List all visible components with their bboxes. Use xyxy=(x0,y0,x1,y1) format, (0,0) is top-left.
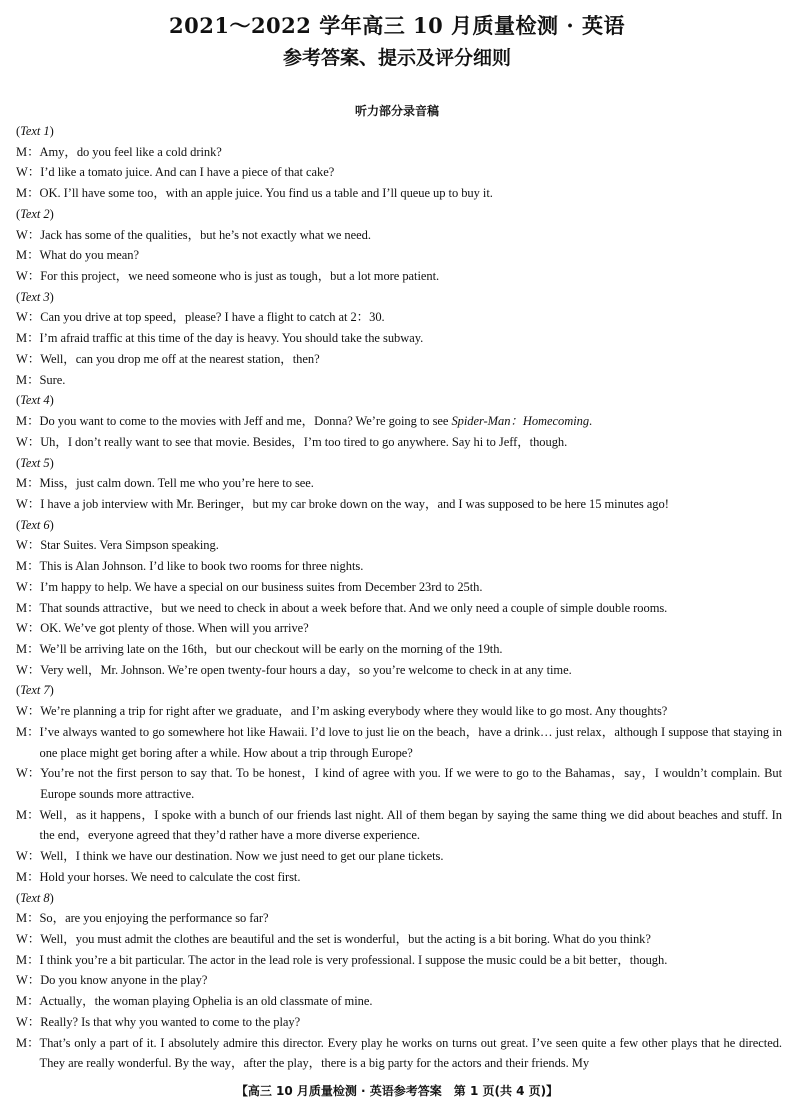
speaker-label: W： xyxy=(16,269,41,284)
speaker-label: M： xyxy=(16,559,40,574)
speaker-label: W： xyxy=(16,621,41,636)
speaker-label: W： xyxy=(16,434,41,449)
dialogue-text xyxy=(40,701,782,722)
dialogue-text xyxy=(40,805,782,846)
dialogue-line xyxy=(16,577,782,598)
speaker-label: M： xyxy=(16,641,40,656)
speaker-label: W： xyxy=(16,310,41,325)
dialogue-text-end: . xyxy=(589,414,593,429)
dialogue-text-content: I think you’re a bit particular. The actor in the lead role is very professional. I suppose the music could be a bit better，though. xyxy=(39,952,668,967)
dialogue-text-content: I’m afraid traffic at this time of the day is heavy. You should take the subway. xyxy=(39,331,424,346)
text-label: Text 1 xyxy=(20,124,50,138)
dialogue-text xyxy=(40,473,782,494)
paren: ( xyxy=(16,890,21,905)
paren: ) xyxy=(49,393,54,408)
dialogue-line xyxy=(16,618,782,639)
dialogue-text xyxy=(40,867,782,888)
dialogue-text xyxy=(40,577,782,598)
dialogue-text-content: We’re planning a trip for right after we graduate，and I’m asking everybody where they would like to go most. Any thoughts? xyxy=(40,704,668,719)
dialogue-text-content: OK. I’ll have some too，with an apple juice. You find us a table and I’ll queue up to buy it. xyxy=(39,186,493,201)
dialogue-text xyxy=(40,722,782,763)
dialogue-text xyxy=(40,950,782,971)
dialogue-line xyxy=(16,183,782,204)
paren: ) xyxy=(49,890,54,905)
speaker-label: M： xyxy=(16,869,40,884)
dialogue-text xyxy=(40,929,782,950)
dialogue-line xyxy=(16,970,782,991)
speaker-label: W： xyxy=(16,662,41,677)
paren: ( xyxy=(16,393,21,408)
dialogue-text xyxy=(40,991,782,1012)
speaker-label: M： xyxy=(16,144,40,159)
dialogue-line xyxy=(16,639,782,660)
speaker-label: M： xyxy=(16,186,40,201)
text-section-label xyxy=(16,515,782,536)
dialogue-text-content: Really? Is that why you wanted to come to the play? xyxy=(40,1014,301,1029)
dialogue-text-content: Well，as it happens，I spoke with a bunch of our friends last night. All of them began by saying the same thing we did about beaches and stuff. In the end，everyone agreed that they’d rather have a more diverse experience. xyxy=(39,807,782,843)
text-label: Text 2 xyxy=(20,206,50,221)
dialogue-text-content: Star Suites. Vera Simpson speaking. xyxy=(40,538,219,553)
dialogue-text xyxy=(40,162,782,183)
dialogue-text xyxy=(40,763,782,804)
dialogue-text-content: That’s only a part of it. I absolutely admire this director. Every play he works on turns out great. I’ve seen quite a few other plays that he directed. They are really wonderful. By the way，after the play，there is a big party for the actors and their friends. My xyxy=(39,1035,782,1071)
dialogue-text xyxy=(40,349,782,370)
dialogue-line xyxy=(16,846,782,867)
dialogue-text-content: Amy，do you feel like a cold drink? xyxy=(39,144,222,159)
dialogue-text-content: I’m happy to help. We have a special on our business suites from December 23rd to 25th. xyxy=(40,579,483,594)
dialogue-text-content: Sure. xyxy=(39,372,66,387)
dialogue-text-content: I’ve always wanted to go somewhere hot like Hawaii. I’d love to just lie on the beach，have a drink… just relax，although I suppose that staying in one place might get boring after a while. How about a trip through Europe? xyxy=(39,724,782,760)
dialogue-line xyxy=(16,411,782,432)
section-heading: 听力部分录音稿 xyxy=(354,104,439,118)
dialogue-text xyxy=(40,556,782,577)
dialogue-text-content: Uh，I don’t really want to see that movie. Besides，I’m too tired to go anywhere. Say hi to Jeff，though. xyxy=(40,434,568,449)
dialogue-line xyxy=(16,598,782,619)
paren: ( xyxy=(16,683,21,698)
paren: ( xyxy=(16,289,21,304)
speaker-label: M： xyxy=(16,724,40,739)
speaker-label: M： xyxy=(16,1035,40,1050)
dialogue-line xyxy=(16,535,782,556)
text-label: Text 3 xyxy=(20,289,50,304)
text-label: Text 6 xyxy=(20,517,50,532)
dialogue-text-content: Actually，the woman playing Ophelia is an old classmate of mine. xyxy=(39,994,373,1009)
text-label: Text 5 xyxy=(20,455,50,470)
paren: ( xyxy=(16,517,21,532)
speaker-label: W： xyxy=(16,579,41,594)
text-label: Text 8 xyxy=(20,890,50,905)
text-label: Text 4 xyxy=(20,393,50,408)
speaker-label: W： xyxy=(16,1014,41,1029)
dialogue-text xyxy=(40,266,782,287)
speaker-label: M： xyxy=(16,414,40,429)
dialogue-text xyxy=(40,660,782,681)
dialogue-line xyxy=(16,162,782,183)
speaker-label: M： xyxy=(16,476,40,491)
speaker-label: W： xyxy=(16,165,41,180)
dialogue-text xyxy=(40,225,782,246)
dialogue-line xyxy=(16,722,782,763)
document-title: 2021～2022 学年高三 10 月质量检测 · 英语 xyxy=(169,13,625,38)
dialogue-text-content: Hold your horses. We need to calculate the cost first. xyxy=(39,869,301,884)
text-section-label xyxy=(16,888,782,909)
dialogue-line xyxy=(16,950,782,971)
dialogue-text-content: What do you mean? xyxy=(39,248,139,263)
dialogue-text xyxy=(40,908,782,929)
paren: ) xyxy=(49,455,54,470)
speaker-label: W： xyxy=(16,932,41,947)
paren: ( xyxy=(16,206,21,221)
text-section-label xyxy=(16,287,782,308)
dialogue-line xyxy=(16,701,782,722)
text-section-label xyxy=(16,680,782,701)
paren: ) xyxy=(49,683,54,698)
dialogue-text xyxy=(40,432,782,453)
speaker-label: M： xyxy=(16,248,40,263)
paren: ) xyxy=(49,124,54,138)
dialogue-line xyxy=(16,328,782,349)
dialogue-line xyxy=(16,245,782,266)
dialogue-line xyxy=(16,556,782,577)
paren: ) xyxy=(49,206,54,221)
dialogue-text xyxy=(40,639,782,660)
dialogue-text-content: Do you want to come to the movies with Jeff and me，Donna? We’re going to see xyxy=(39,414,452,429)
speaker-label: M： xyxy=(16,994,40,1009)
dialogue-text xyxy=(40,598,782,619)
dialogue-text xyxy=(40,970,782,991)
dialogue-text-content: Miss，just calm down. Tell me who you’re here to see. xyxy=(39,476,314,491)
dialogue-text xyxy=(40,370,782,391)
dialogue-text-content: Jack has some of the qualities，but he’s not exactly what we need. xyxy=(40,227,371,242)
dialogue-line xyxy=(16,349,782,370)
dialogue-text-content: Well，can you drop me off at the nearest station，then? xyxy=(40,351,320,366)
page-footer: 【高三 10 月质量检测 · 英语参考答案 第 1 页(共 4 页)】 xyxy=(235,1084,559,1098)
paren: ) xyxy=(49,517,54,532)
text-section-label xyxy=(16,453,782,474)
dialogue-line xyxy=(16,991,782,1012)
dialogue-line xyxy=(16,1033,782,1074)
dialogue-line xyxy=(16,370,782,391)
dialogue-line xyxy=(16,473,782,494)
dialogue-text-content: I have a job interview with Mr. Beringer，but my car broke down on the way，and I was supposed to be here 15 minutes ago! xyxy=(40,496,669,511)
dialogue-line xyxy=(16,867,782,888)
dialogue-text-content: You’re not the first person to say that. To be honest，I kind of agree with you. If we were to go to the Bahamas，say，I wouldn’t complain. But Europe sounds more attractive. xyxy=(40,766,782,801)
text-label: Text 7 xyxy=(20,683,50,698)
dialogue-text-content: I’d like a tomato juice. And can I have a piece of that cake? xyxy=(40,165,335,180)
dialogue-text-content: Do you know anyone in the play? xyxy=(40,973,208,988)
text-section-label xyxy=(16,390,782,411)
speaker-label: M： xyxy=(16,331,40,346)
dialogue-line xyxy=(16,142,782,163)
dialogue-line xyxy=(16,660,782,681)
paren: ( xyxy=(16,455,21,470)
dialogue-line xyxy=(16,266,782,287)
dialogue-text xyxy=(40,245,782,266)
dialogue-line xyxy=(16,307,782,328)
dialogue-line xyxy=(16,763,782,804)
speaker-label: W： xyxy=(16,496,41,511)
paren: ) xyxy=(49,289,54,304)
speaker-label: M： xyxy=(16,807,40,822)
dialogue-text xyxy=(40,307,782,328)
dialogue-text-content: This is Alan Johnson. I’d like to book two rooms for three nights. xyxy=(39,559,364,574)
text-section-label xyxy=(16,204,782,225)
speaker-label: W： xyxy=(16,766,41,781)
transcript xyxy=(16,121,782,1074)
dialogue-line xyxy=(16,908,782,929)
paren: ( xyxy=(16,124,21,138)
dialogue-line xyxy=(16,929,782,950)
text-section-label xyxy=(16,121,782,142)
dialogue-text-content: That sounds attractive，but we need to check in about a week before that. And we only need a couple of simple double rooms. xyxy=(39,600,668,615)
dialogue-text-content: For this project，we need someone who is just as tough，but a lot more patient. xyxy=(40,269,440,284)
document-subtitle: 参考答案、提示及评分细则 xyxy=(282,47,511,69)
dialogue-text xyxy=(40,618,782,639)
dialogue-text xyxy=(40,846,782,867)
dialogue-text xyxy=(40,183,782,204)
dialogue-line xyxy=(16,1012,782,1033)
dialogue-line xyxy=(16,494,782,515)
dialogue-text-content: Well，you must admit the clothes are beautiful and the set is wonderful，but the acting is a bit boring. What do you think? xyxy=(40,932,651,947)
dialogue-text xyxy=(40,494,782,515)
dialogue-text-content: Well，I think we have our destination. Now we just need to get our plane tickets. xyxy=(40,849,444,864)
dialogue-text xyxy=(40,535,782,556)
dialogue-text xyxy=(40,328,782,349)
dialogue-text xyxy=(40,1033,782,1074)
speaker-label: W： xyxy=(16,227,41,242)
dialogue-text xyxy=(40,411,782,432)
speaker-label: W： xyxy=(16,849,41,864)
speaker-label: M： xyxy=(16,952,40,967)
dialogue-text-content: We’ll be arriving late on the 16th，but our checkout will be early on the morning of the 19th. xyxy=(39,641,503,656)
dialogue-text-content: Very well，Mr. Johnson. We’re open twenty-four hours a day，so you’re welcome to check in at any time. xyxy=(40,662,572,677)
dialogue-line xyxy=(16,225,782,246)
dialogue-text xyxy=(40,142,782,163)
dialogue-line xyxy=(16,432,782,453)
dialogue-line xyxy=(16,805,782,846)
dialogue-text-content: So，are you enjoying the performance so far? xyxy=(39,911,269,926)
movie-title: Spider-Man：Homecoming xyxy=(451,414,590,429)
dialogue-text-content: Can you drive at top speed，please? I have a flight to catch at 2：30. xyxy=(40,310,385,325)
speaker-label: W： xyxy=(16,538,41,553)
speaker-label: M： xyxy=(16,911,40,926)
speaker-label: W： xyxy=(16,973,41,988)
speaker-label: W： xyxy=(16,351,41,366)
speaker-label: M： xyxy=(16,600,40,615)
dialogue-text-content: OK. We’ve got plenty of those. When will you arrive? xyxy=(40,621,309,636)
dialogue-text xyxy=(40,1012,782,1033)
speaker-label: W： xyxy=(16,704,41,719)
speaker-label: M： xyxy=(16,372,40,387)
